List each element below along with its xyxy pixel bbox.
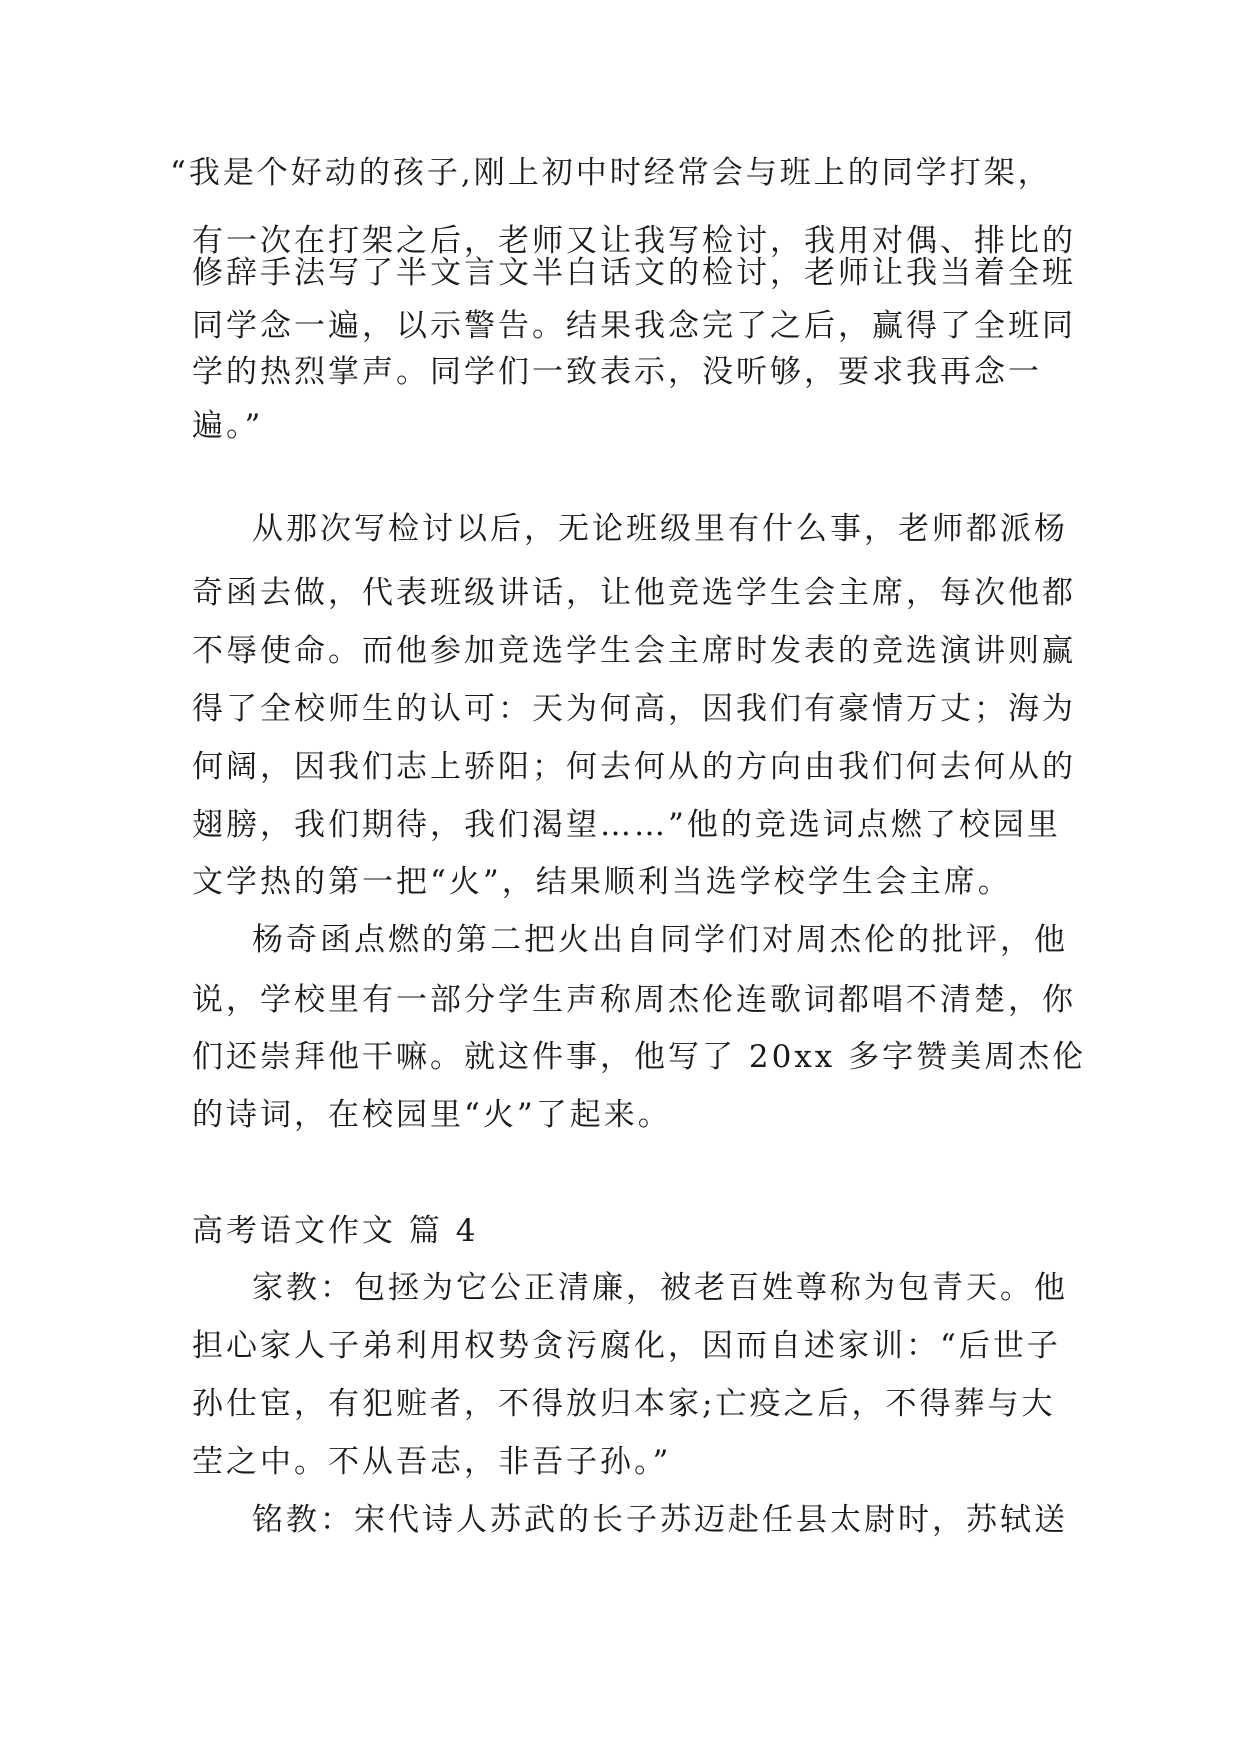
paragraph-4-line-3: 孙仕宦，有犯赃者，不得放归本家;亡疫之后，不得葬与大 — [192, 1386, 1056, 1422]
paragraph-5-line-1: 铭教：宋代诗人苏武的长子苏迈赴任县太尉时，苏轼送 — [252, 1502, 1068, 1538]
section-heading: 高考语文作文 篇 4 — [192, 1213, 479, 1249]
paragraph-1-line-3: 修辞手法写了半文言文半白话文的检讨，老师让我当着全班 — [192, 255, 1076, 291]
paragraph-2-line-3: 不辱使命。而他参加竞选学生会主席时发表的竞选演讲则赢 — [192, 633, 1076, 669]
paragraph-1-line-6: 遍。” — [192, 408, 264, 444]
paragraph-3-line-4: 的诗词，在校园里“火”了起来。 — [192, 1097, 672, 1133]
paragraph-4-line-4: 茔之中。不从吾志，非吾子孙。” — [192, 1444, 672, 1480]
paragraph-1-line-1: “我是个好动的孩子,刚上初中时经常会与班上的同学打架， — [170, 155, 1052, 191]
paragraph-2-line-4: 得了全校师生的认可：天为何高，因我们有豪情万丈；海为 — [192, 691, 1076, 727]
paragraph-1-line-5: 学的热烈掌声。同学们一致表示，没听够，要求我再念一 — [192, 354, 1042, 390]
paragraph-4-line-1: 家教：包拯为它公正清廉，被老百姓尊称为包青天。他 — [252, 1270, 1068, 1306]
paragraph-3-line-2: 说，学校里有一部分学生声称周杰伦连歌词都唱不清楚，你 — [192, 982, 1076, 1018]
paragraph-3-line-3: 们还崇拜他干嘛。就这件事，他写了 20xx 多字赞美周杰伦 — [192, 1039, 1087, 1075]
paragraph-2-line-5: 何阔，因我们志上骄阳；何去何从的方向由我们何去何从的 — [192, 749, 1076, 785]
paragraph-2-line-2: 奇函去做，代表班级讲话，让他竞选学生会主席，每次他都 — [192, 575, 1076, 611]
paragraph-2-line-1: 从那次写检讨以后，无论班级里有什么事，老师都派杨 — [252, 511, 1068, 547]
paragraph-2-line-7: 文学热的第一把“火”，结果顺利当选学校学生会主席。 — [192, 864, 1012, 900]
paragraph-1-line-2: 有一次在打架之后，老师又让我写检讨，我用对偶、排比的 — [192, 223, 1076, 259]
paragraph-2-line-6: 翅膀，我们期待，我们渴望……”他的竞选词点燃了校园里 — [192, 807, 1061, 843]
paragraph-4-line-2: 担心家人子弟利用权势贪污腐化，因而自述家训：“后世子 — [192, 1328, 1061, 1364]
paragraph-1-line-4: 同学念一遍，以示警告。结果我念完了之后，赢得了全班同 — [192, 308, 1076, 344]
paragraph-3-line-1: 杨奇函点燃的第二把火出自同学们对周杰伦的批评，他 — [252, 922, 1068, 958]
